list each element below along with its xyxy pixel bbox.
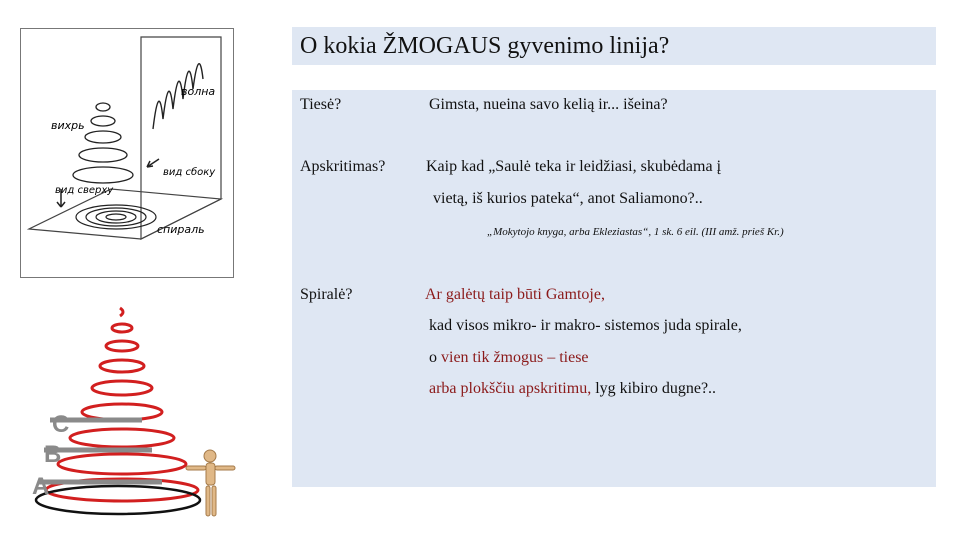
letter-a: A [32, 473, 50, 500]
label-vihr: вихрь [51, 119, 85, 132]
label-vid-sboku: вид сбоку [163, 167, 216, 178]
slide-title-text: O kokia ŽMOGAUS gyvenimo linija? [300, 33, 670, 59]
side-plane [141, 37, 221, 239]
citation: „Mokytojo knyga, arba Ekleziastas“, 1 sk. 6 eil. (III amž. prieš Kr.) [487, 226, 784, 238]
spirale-line-3-b: vien tik žmogus – tiese [441, 349, 589, 366]
spirale-line-1: Ar galėtų taip būti Gamtoje, [425, 286, 605, 303]
cone-spiral-figure [22, 300, 242, 530]
apskritimas-label: Apskritimas? [300, 158, 386, 175]
spirale-line-3-a: o [429, 349, 441, 366]
apskritimas-text-1: Kaip kad „Saulė teka ir leidžiasi, skubėdama į [426, 158, 722, 175]
cone-spiral-drawing [22, 300, 242, 530]
tiese-text: Gimsta, nueina savo kelią ir... išeina? [429, 96, 668, 113]
label-vid-sverhu: вид сверху [55, 185, 114, 196]
flat-spiral [76, 205, 156, 229]
label-spiral: спираль [157, 223, 205, 236]
vortex-diagram-drawing [21, 29, 233, 277]
letter-b: B [44, 441, 62, 468]
spirale-line-4 [429, 380, 716, 398]
vortex-helix [73, 103, 133, 183]
slide-title [292, 27, 936, 65]
spirale-label: Spiralė? [300, 286, 353, 303]
spirale-line-2: kad visos mikro- ir makro- sistemos juda spirale, [429, 317, 742, 334]
spirale-line-4-b: lyg kibiro dugne?.. [591, 380, 717, 397]
spirale-line-4-a: arba plokščiu apskritimu, [429, 380, 592, 397]
tiese-label: Tiesė? [300, 96, 342, 113]
letter-c: C [52, 411, 70, 438]
vortex-diagram [20, 28, 234, 278]
spirale-line-3 [429, 349, 589, 367]
content-panel [292, 90, 936, 487]
red-cone-spiral [46, 308, 198, 501]
side-view-arrow [147, 159, 159, 167]
label-volna: волна [181, 85, 216, 98]
apskritimas-text-2: vietą, iš kurios pateka“, anot Saliamono?.. [433, 190, 703, 207]
